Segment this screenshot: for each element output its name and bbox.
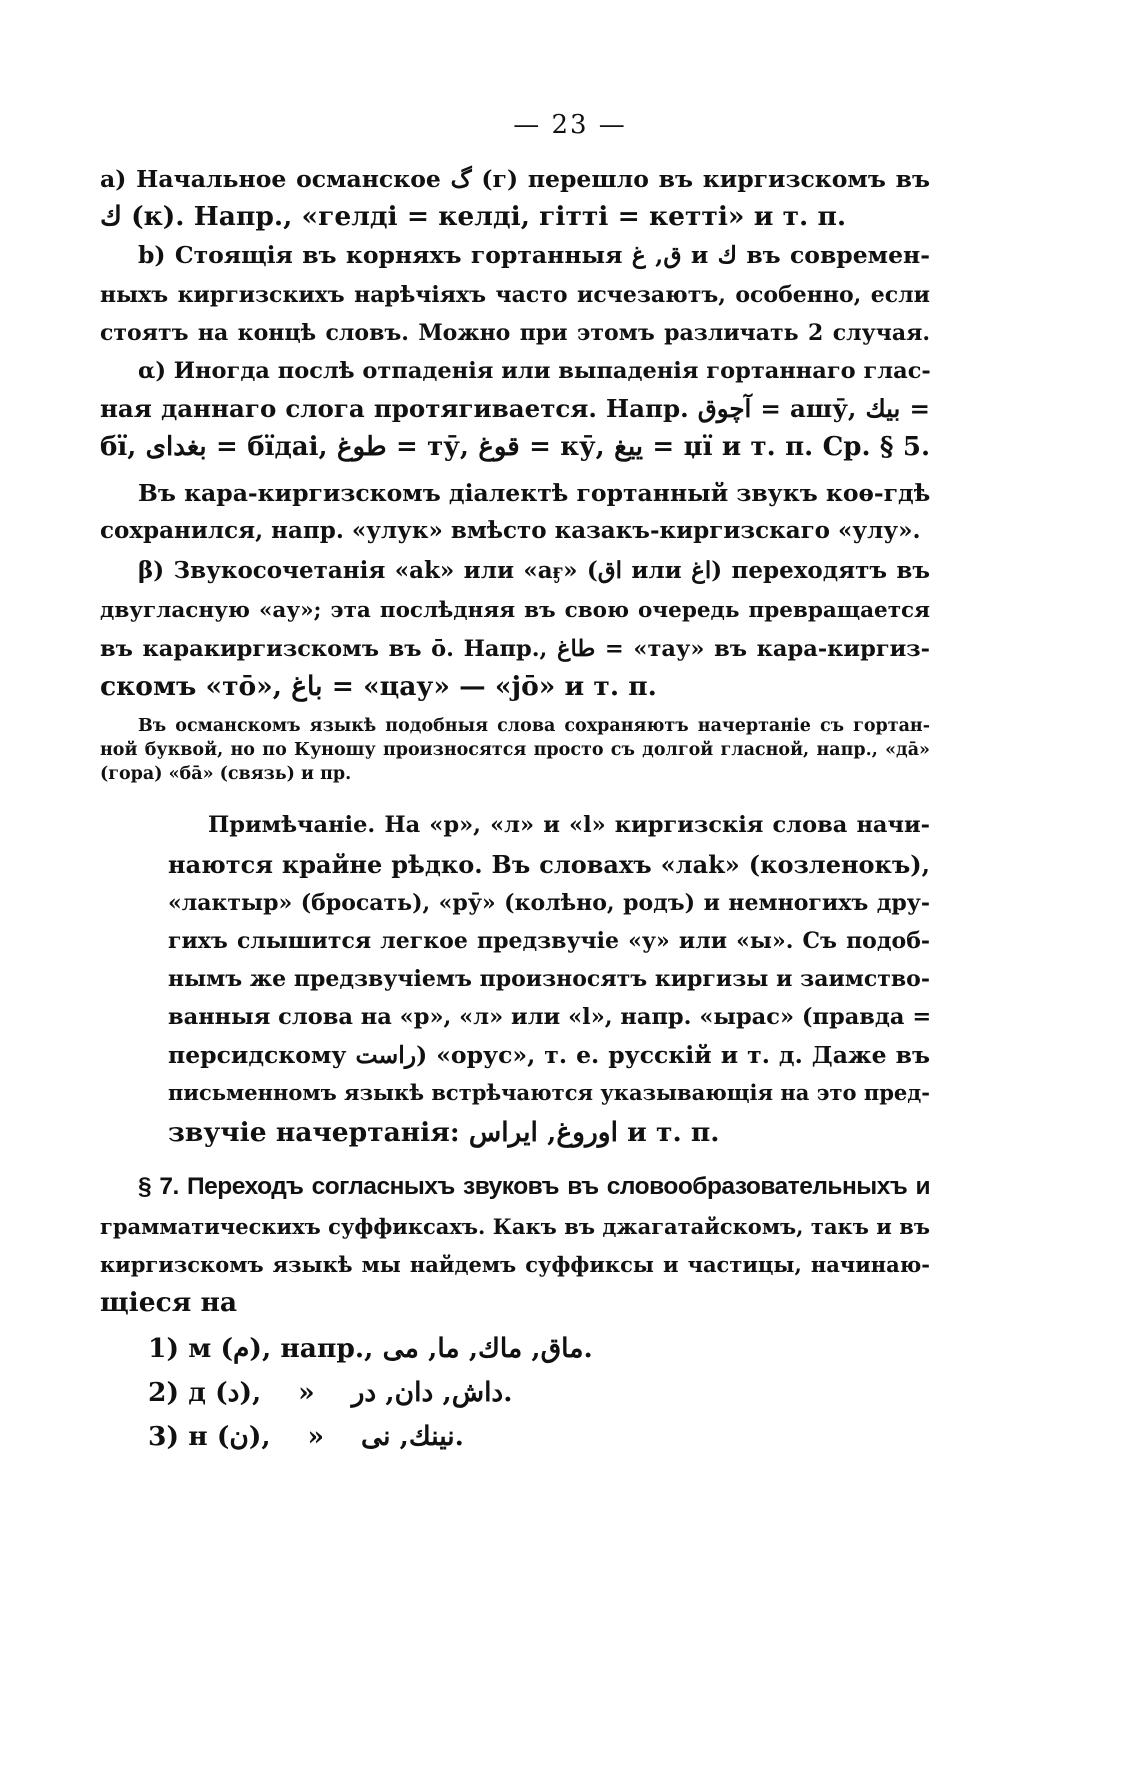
list-item: 3) н (ن), » نينك, نى.	[148, 1421, 464, 1452]
text-line: α) Иногда послѣ отпаденія или выпаденія гортаннаго глас-	[138, 358, 931, 384]
text-line: b) Стоящія въ корняхъ гортанныя ق, غ и ك въ современ-	[138, 241, 930, 269]
footnote-line: Въ османскомъ языкѣ подобныя слова сохраняютъ начертаніе съ гортан-	[138, 716, 930, 736]
text-line: ك (к). Напр., «гелді = келді, гітті = кетті» и т. п.	[100, 201, 847, 232]
text-line: β) Звукосочетанія «ak» или «aӻ» (اق или اغ) переходятъ въ	[138, 557, 930, 584]
text-line: сохранился, напр. «улук» вмѣсто казакъ-киргизскаго «улу».	[100, 517, 921, 544]
page-number: — 23 —	[513, 110, 627, 140]
text-line: скомъ «тō», باغ = «цау» — «jō» и т. п.	[100, 671, 657, 702]
remark-line: наются крайне рѣдко. Въ словахъ «лаk» (козленокъ),	[168, 850, 930, 879]
remark-line: нымъ же предзвучіемъ произносятъ киргизы и заимство-	[168, 966, 930, 992]
text-line: Въ кара-киргизскомъ діалектѣ гортанный звукъ коѳ-гдѣ	[138, 479, 931, 507]
footnote-line: (гора) «бā» (связь) и пр.	[100, 764, 352, 784]
remark-line: Примѣчаніе. На «р», «л» и «l» киргизскія слова начи-	[208, 812, 930, 838]
section-heading-line: § 7. Переходъ согласныхъ звуковъ въ словообразовательныхъ и	[138, 1173, 930, 1200]
list-item: 1) м (م), напр., ماق, ماك, ما, مى.	[148, 1333, 593, 1364]
text-line: грамматическихъ суффиксахъ. Какъ въ джагатайскомъ, такъ и въ	[100, 1214, 930, 1239]
list-item: 2) д (د), » داش, دان, در.	[148, 1377, 513, 1408]
remark-line: письменномъ языкѣ встрѣчаются указывающія на это пред-	[168, 1080, 930, 1105]
footnote-line: ной буквой, но по Куношу произносятся просто съ долгой гласной, напр., «дā»	[100, 740, 930, 760]
text-line: киргизскомъ языкѣ мы найдемъ суффиксы и частицы, начинаю-	[100, 1252, 930, 1277]
text-line: стоятъ на концѣ словъ. Можно при этомъ различать 2 случая.	[100, 320, 930, 346]
remark-line: «лактыр» (бросать), «рӯ» (колѣно, родъ) и немногихъ дру-	[168, 890, 930, 916]
text-line: a) Начальное османское گ (г) перешло въ киргизскомъ въ	[100, 165, 930, 193]
text-line: въ каракиргизскомъ въ ō. Напр., طاغ = «тау» въ кара-киргиз-	[100, 636, 931, 662]
remark-line: гихъ слышится легкое предзвучіе «у» или «ы». Съ подоб-	[168, 928, 930, 954]
text-line: ныхъ киргизскихъ нарѣчіяхъ часто исчезаютъ, особенно, если	[100, 282, 930, 308]
text-line: ная даннаго слога протягивается. Напр. آچوق = ашӯ, بيك =	[100, 394, 930, 423]
text-line: щіеся на	[100, 1287, 238, 1318]
remark-line: персидскому راست) «орус», т. е. русскій и т. д. Даже въ	[168, 1041, 930, 1069]
remark-line: ванныя слова на «р», «л» или «l», напр. «ырас» (правда =	[168, 1004, 932, 1030]
remark-line: звучіе начертанія: اوروغ, ايراس и т. п.	[168, 1117, 720, 1148]
text-line: двугласную «ау»; эта послѣдняя въ свою очередь превращается	[100, 598, 930, 623]
text-line: бї, بغداى = бїдаі, طوغ = тӯ, قوغ = кӯ, ييغ = џї и т. п. Ср. § 5.	[100, 432, 930, 462]
